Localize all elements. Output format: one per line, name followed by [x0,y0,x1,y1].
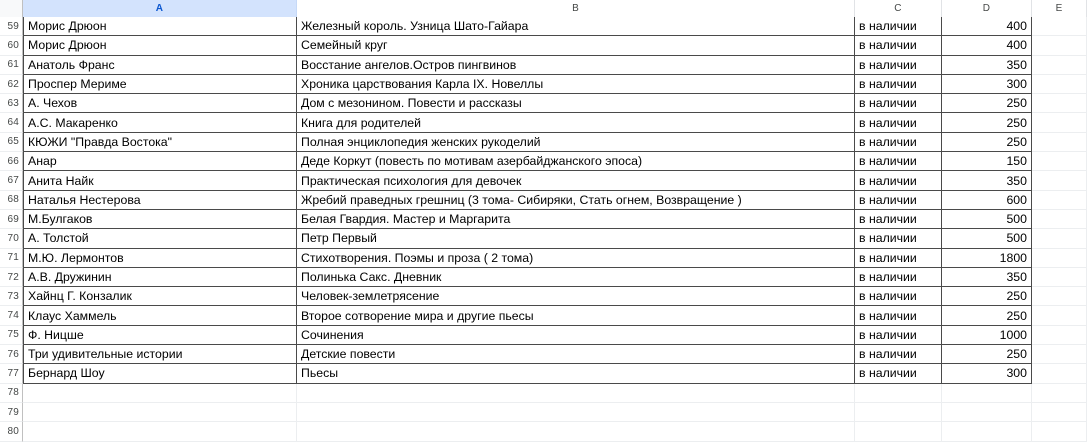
column-header-c[interactable] [855,0,942,17]
cell-a-author[interactable]: Бернард Шоу [23,363,297,383]
cell-d-price[interactable]: 1000 [942,325,1032,345]
cell-d-price[interactable]: 250 [942,132,1032,152]
cell-c-availability[interactable]: в наличии [855,286,942,306]
cell-a-author[interactable]: Хайнц Г. Конзалик [23,286,297,306]
cell-a-author[interactable]: Проспер Мериме [23,74,297,94]
cell-d-empty[interactable] [942,403,1032,422]
cell-a-author[interactable]: Морис Дрюон [23,16,297,36]
cell-d-price[interactable]: 300 [942,74,1032,94]
row-header[interactable]: 65 [0,133,23,152]
table-row [0,249,1027,268]
cell-e-empty[interactable] [1032,249,1087,268]
grid-body [0,17,1027,442]
cell-d-price[interactable]: 350 [942,267,1032,287]
cell-c-availability[interactable]: в наличии [855,93,942,113]
select-all-corner[interactable] [0,0,23,17]
row-header[interactable]: 76 [0,345,23,364]
cell-c-availability[interactable]: в наличии [855,325,942,345]
cell-a-author[interactable]: Наталья Нестерова [23,190,297,210]
table-row [0,36,1027,55]
cell-b-title[interactable]: Пьесы [297,363,855,383]
cell-a-author[interactable]: Клаус Хаммель [23,305,297,325]
row-header[interactable]: 77 [0,364,23,383]
cell-a-author[interactable]: Ф. Ницше [23,325,297,345]
cell-a-author[interactable]: Анар [23,151,297,171]
row-header[interactable]: 70 [0,229,23,248]
cell-b-title[interactable]: Человек-землетрясение [297,286,855,306]
column-header-d-label: D [982,3,991,14]
cell-a-author[interactable]: Анита Найк [23,170,297,190]
table-row [0,345,1027,364]
cell-d-price[interactable]: 350 [942,170,1032,190]
cell-e-empty[interactable] [1032,133,1087,152]
row-header[interactable]: 62 [0,75,23,94]
table-row [0,287,1027,306]
cell-b-title[interactable]: Жребий праведных грешниц (3 тома- Сибиряки, Стать огнем, Возвращение ) [297,190,855,210]
cell-d-price[interactable]: 250 [942,344,1032,364]
cell-e-empty[interactable] [1032,113,1087,132]
row-header[interactable]: 79 [0,403,23,422]
cell-d-empty[interactable] [942,384,1032,403]
cell-c-availability[interactable]: в наличии [855,170,942,190]
column-header-a[interactable] [23,0,297,17]
cell-e-empty[interactable] [1032,171,1087,190]
table-row [0,56,1027,75]
cell-b-title[interactable]: Детские повести [297,344,855,364]
cell-c-availability[interactable]: в наличии [855,35,942,55]
cell-d-price[interactable]: 350 [942,55,1032,75]
row-header[interactable]: 60 [0,36,23,55]
cell-d-price[interactable]: 500 [942,228,1032,248]
column-header-d[interactable] [942,0,1032,17]
cell-d-price[interactable]: 150 [942,151,1032,171]
cell-a-author[interactable]: А. Толстой [23,228,297,248]
cell-a-author[interactable]: А.С. Макаренко [23,112,297,132]
cell-d-price[interactable]: 300 [942,363,1032,383]
row-header[interactable]: 78 [0,384,23,403]
cell-b-empty[interactable] [297,384,855,403]
cell-a-author[interactable]: А. Чехов [23,93,297,113]
cell-d-price[interactable]: 600 [942,190,1032,210]
cell-a-author[interactable]: Три удивительные истории [23,344,297,364]
cell-b-title[interactable]: Белая Гвардия. Мастер и Маргарита [297,209,855,229]
table-row [0,422,1000,441]
cell-b-title[interactable]: Стихотворения. Поэмы и проза ( 2 тома) [297,248,855,268]
column-header-b-label: B [572,3,579,14]
cell-a-author[interactable]: М.Булгаков [23,209,297,229]
cell-c-availability[interactable]: в наличии [855,74,942,94]
cell-a-author[interactable]: Морис Дрюон [23,35,297,55]
table-row [0,384,1000,403]
cell-c-availability[interactable]: в наличии [855,16,942,36]
cell-d-price[interactable]: 400 [942,16,1032,36]
cell-b-title[interactable]: Второе сотворение мира и другие пьесы [297,305,855,325]
cell-e-empty[interactable] [1032,345,1087,364]
table-row [0,306,1027,325]
cell-b-empty[interactable] [297,403,855,422]
cell-e-empty[interactable] [1032,75,1087,94]
table-row [0,229,1027,248]
column-header-b[interactable] [297,0,855,17]
cell-d-price[interactable]: 500 [942,209,1032,229]
table-row [0,403,1000,422]
cell-e-empty[interactable] [1032,191,1087,210]
table-row [0,268,1027,287]
cell-e-empty[interactable] [1032,403,1087,422]
cell-b-title[interactable]: Семейный круг [297,35,855,55]
cell-b-title[interactable]: Восстание ангелов.Остров пингвинов [297,55,855,75]
cell-c-empty[interactable] [855,384,942,403]
cell-b-empty[interactable] [297,422,855,441]
cell-b-title[interactable]: Полная энциклопедия женских рукоделий [297,132,855,152]
table-row [0,364,1027,383]
row-header[interactable]: 74 [0,306,23,325]
row-header[interactable]: 68 [0,191,23,210]
table-row [0,75,1027,94]
cell-c-empty[interactable] [855,403,942,422]
cell-c-empty[interactable] [855,422,942,441]
cell-d-price[interactable]: 250 [942,286,1032,306]
row-header[interactable]: 64 [0,113,23,132]
row-header[interactable]: 66 [0,152,23,171]
cell-a-author[interactable]: Анатоль Франс [23,55,297,75]
row-header[interactable]: 71 [0,249,23,268]
column-header-e[interactable] [1032,0,1087,17]
cell-e-empty[interactable] [1032,326,1087,345]
cell-e-empty[interactable] [1032,152,1087,171]
table-row [0,152,1027,171]
cell-d-price[interactable]: 250 [942,112,1032,132]
cell-c-availability[interactable]: в наличии [855,55,942,75]
cell-b-title[interactable]: Дом с мезонином. Повести и рассказы [297,93,855,113]
cell-e-empty[interactable] [1032,306,1087,325]
cell-e-empty[interactable] [1032,364,1087,383]
cell-c-availability[interactable]: в наличии [855,363,942,383]
cell-b-title[interactable]: Петр Первый [297,228,855,248]
column-header-e-label: E [1055,3,1063,14]
column-header-a-label: A [155,3,164,14]
cell-b-title[interactable]: Железный король. Узница Шато-Гайара [297,16,855,36]
table-row [0,17,1027,36]
cell-d-empty[interactable] [942,422,1032,441]
cell-c-availability[interactable]: в наличии [855,132,942,152]
row-header[interactable]: 80 [0,422,23,441]
cell-e-empty[interactable] [1032,384,1087,403]
cell-a-empty[interactable] [23,422,297,441]
cell-b-title[interactable]: Хроника царствования Карла IX. Новеллы [297,74,855,94]
row-header[interactable]: 75 [0,326,23,345]
cell-d-price[interactable]: 400 [942,35,1032,55]
cell-e-empty[interactable] [1032,287,1087,306]
column-header-c-label: C [894,3,902,14]
cell-c-availability[interactable]: в наличии [855,305,942,325]
table-row [0,210,1027,229]
cell-d-price[interactable]: 1800 [942,248,1032,268]
cell-a-empty[interactable] [23,384,297,403]
row-header[interactable]: 69 [0,210,23,229]
cell-e-empty[interactable] [1032,94,1087,113]
table-row [0,94,1027,113]
cell-e-empty[interactable] [1032,36,1087,55]
cell-d-price[interactable]: 250 [942,93,1032,113]
table-row [0,113,1027,132]
cell-c-availability[interactable]: в наличии [855,228,942,248]
row-header[interactable]: 72 [0,268,23,287]
cell-c-availability[interactable]: в наличии [855,248,942,268]
row-header[interactable]: 63 [0,94,23,113]
cell-c-availability[interactable]: в наличии [855,344,942,364]
cell-b-title[interactable]: Полинька Сакс. Дневник [297,267,855,287]
table-row [0,133,1027,152]
table-row [0,171,1027,190]
cell-e-empty[interactable] [1032,17,1087,36]
cell-a-empty[interactable] [23,403,297,422]
cell-e-empty[interactable] [1032,56,1087,75]
row-header[interactable]: 67 [0,171,23,190]
cell-e-empty[interactable] [1032,210,1087,229]
cell-a-author[interactable]: М.Ю. Лермонтов [23,248,297,268]
cell-b-title[interactable]: Сочинения [297,325,855,345]
cell-c-availability[interactable]: в наличии [855,267,942,287]
cell-c-availability[interactable]: в наличии [855,190,942,210]
cell-d-price[interactable]: 250 [942,305,1032,325]
cell-e-empty[interactable] [1032,268,1087,287]
cell-b-title[interactable]: Книга для родителей [297,112,855,132]
row-header[interactable]: 73 [0,287,23,306]
row-header[interactable]: 61 [0,56,23,75]
cell-a-author[interactable]: КЮЖИ "Правда Востока" [23,132,297,152]
table-row [0,326,1027,345]
cell-e-empty[interactable] [1032,422,1087,441]
cell-c-availability[interactable]: в наличии [855,151,942,171]
column-header-row [0,0,1063,17]
cell-c-availability[interactable]: в наличии [855,112,942,132]
cell-a-author[interactable]: А.В. Дружинин [23,267,297,287]
row-header[interactable]: 59 [0,17,23,36]
cell-e-empty[interactable] [1032,229,1087,248]
cell-b-title[interactable]: Деде Коркут (повесть по мотивам азербайджанского эпоса) [297,151,855,171]
table-row [0,191,1027,210]
cell-c-availability[interactable]: в наличии [855,209,942,229]
cell-b-title[interactable]: Практическая психология для девочек [297,170,855,190]
